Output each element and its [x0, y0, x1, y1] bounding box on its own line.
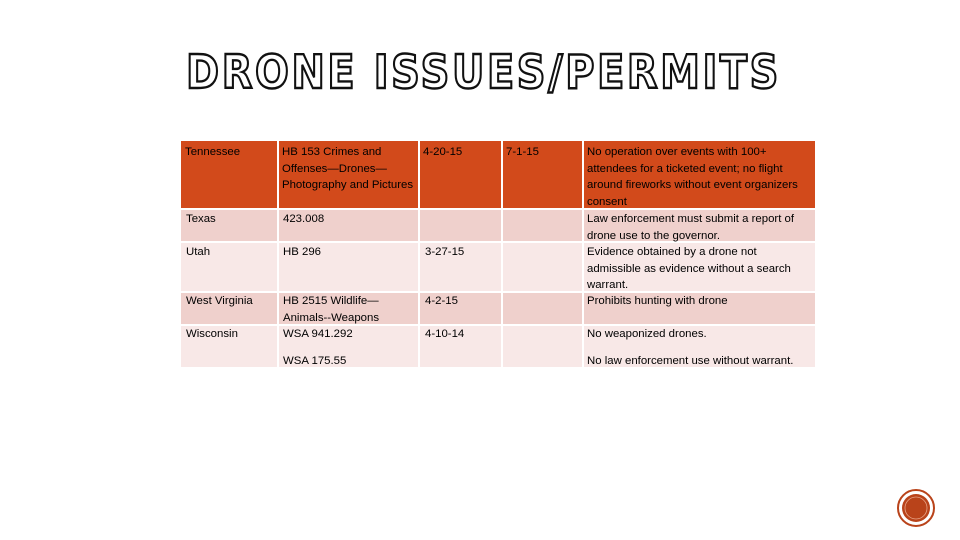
table-text-summary: Evidence obtained by a drone not admissible as evidence without a search warrant. [587, 246, 791, 292]
table-text-summary: No law enforcement use without warrant. [587, 355, 794, 367]
table-divider [501, 141, 503, 367]
table-cell-state: Tennessee [181, 141, 278, 209]
table-cell-date [502, 292, 583, 325]
table-cell-date [502, 242, 583, 292]
table-text-bill: HB 2515 Wildlife—Animals--Weapons [283, 295, 380, 324]
presentation-logo-icon [896, 488, 936, 528]
slide-title [186, 44, 806, 96]
table-text-bill: WSA 175.55 [283, 355, 347, 367]
table-cell-date: 7-1-15 [502, 141, 583, 209]
table-text-state: Utah [186, 246, 211, 258]
table-text-state: West Virginia [186, 295, 253, 307]
table-text-summary: Prohibits hunting with drone [587, 295, 728, 307]
table-divider [181, 208, 815, 210]
table-cell-date [502, 325, 583, 367]
table-text-state: Texas [186, 213, 216, 225]
table-cell-bill: HB 153 Crimes and Offenses—Drones—Photography and Pictures [278, 141, 419, 209]
table-cell-date: 4-20-15 [419, 141, 502, 209]
table-text-date: 4-2-15 [425, 295, 458, 307]
table-text-date: 3-27-15 [425, 246, 465, 258]
table-cell-date [419, 209, 502, 242]
table-cell-date [502, 209, 583, 242]
table-text-summary: No weaponized drones. [587, 328, 707, 340]
table-text-bill: 423.008 [283, 213, 325, 225]
table-divider [582, 141, 584, 367]
table-cell-summary: No operation over events with 100+ attendees for a ticketed event; no flight around fireworks without event organizers consent [583, 141, 815, 209]
table-text-date: 4-10-14 [425, 328, 465, 340]
table-text-summary: Law enforcement must submit a report of drone use to the governor. [587, 213, 795, 242]
table-text-state: Wisconsin [186, 328, 238, 340]
slide-title-text: DRONE ISSUES/PERMITS [186, 45, 781, 96]
drone-laws-table [181, 141, 815, 367]
table-text-bill: HB 296 [283, 246, 321, 258]
table-text-bill: WSA 941.292 [283, 328, 353, 340]
table-divider [277, 141, 279, 367]
table-divider [418, 141, 420, 367]
